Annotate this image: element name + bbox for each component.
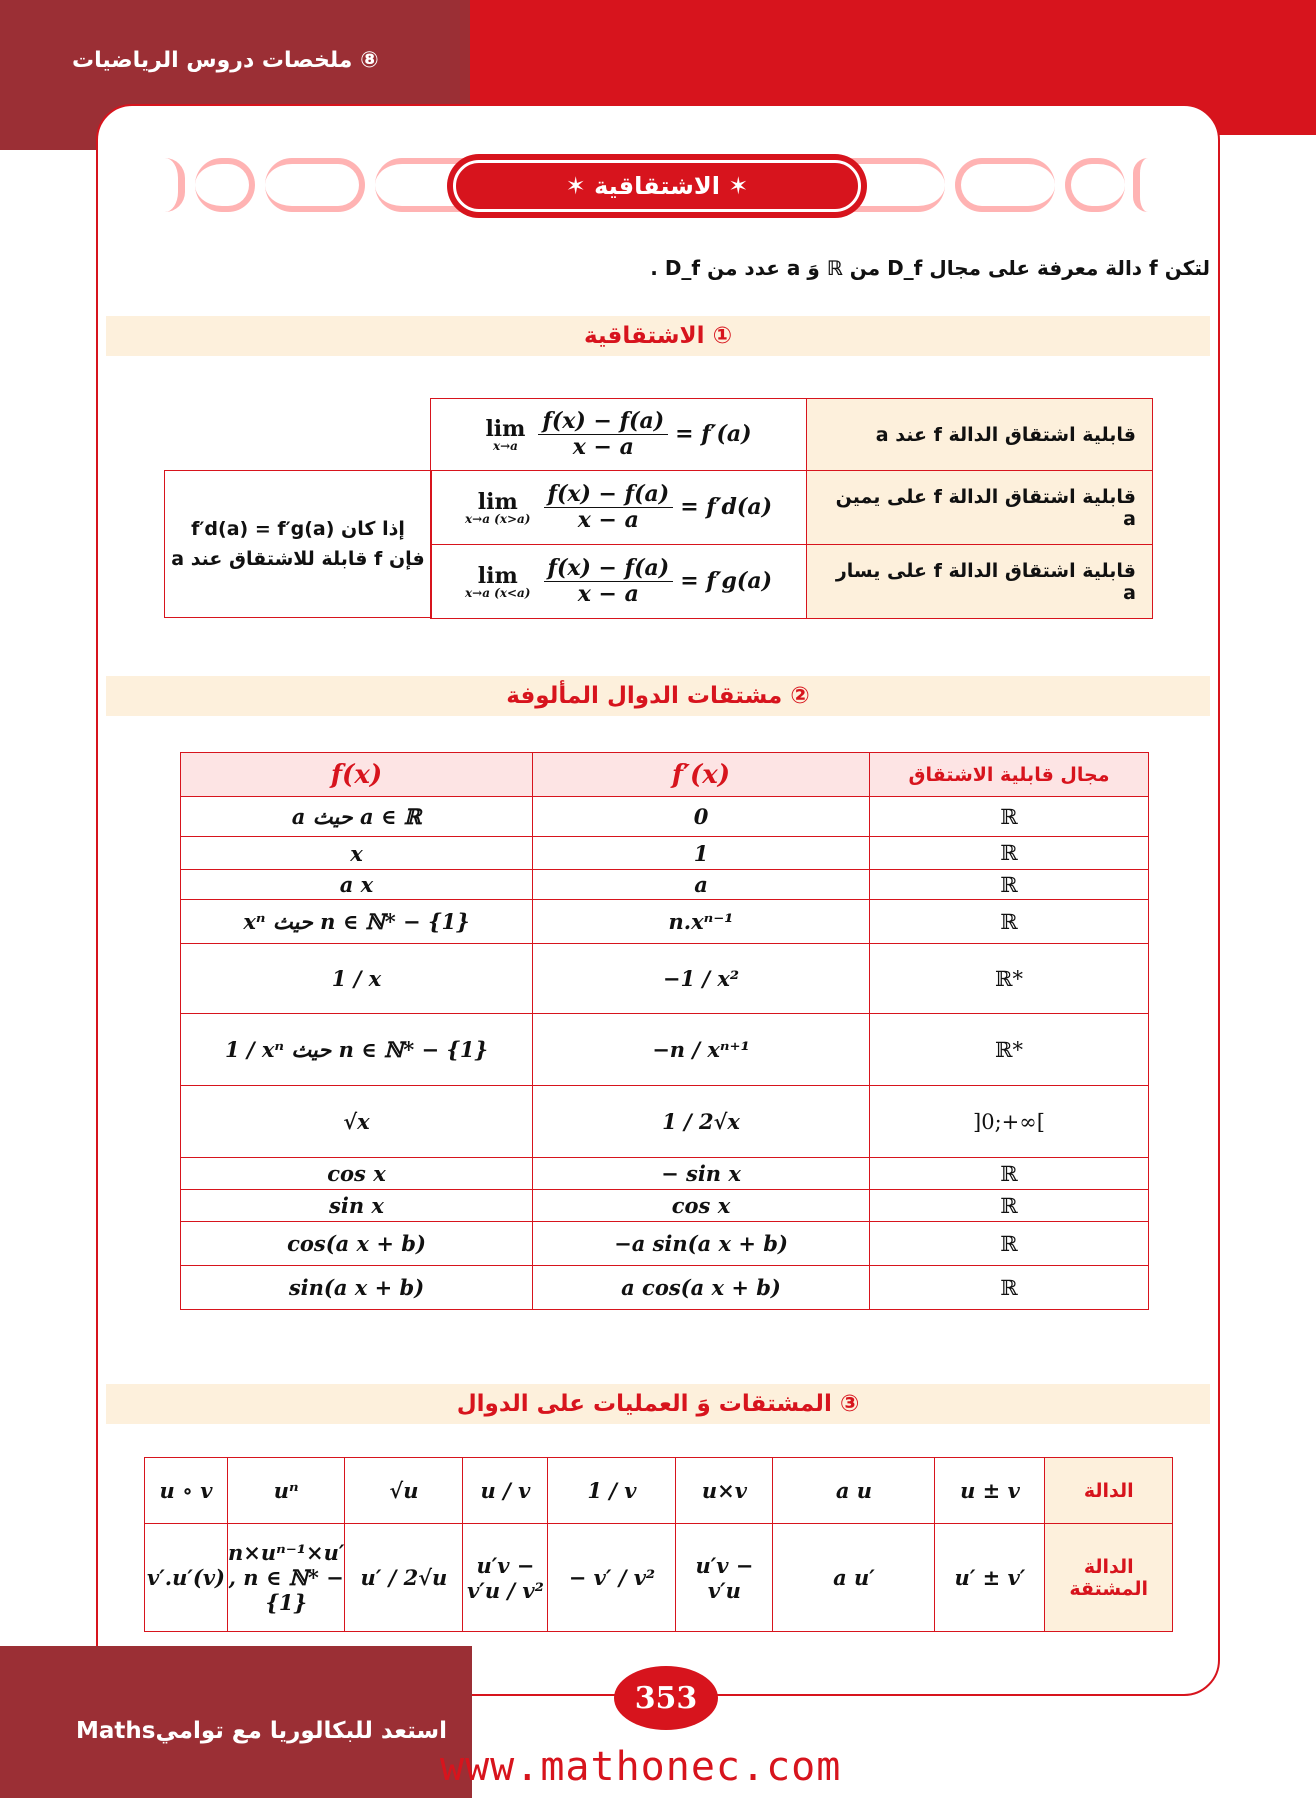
t2-cell-d: ℝ (870, 1158, 1149, 1190)
t3-func-cell: 1 / v (548, 1458, 676, 1524)
t3-function-row (145, 1458, 1173, 1524)
t1-label-at: قابلية اشتقاق الدالة f عند a (807, 399, 1153, 471)
t1-row-right (431, 471, 1153, 545)
t2-cell-fp: −a sin(a x + b) (533, 1222, 870, 1266)
t3-label-derivative: الدالة المشتقة (1045, 1524, 1173, 1632)
t2-header-fp: f′(x) (533, 753, 870, 797)
t2-cell-fp: 0 (533, 797, 870, 837)
table-row (181, 1190, 1149, 1222)
t2-cell-d: ℝ (870, 900, 1149, 944)
table-row (181, 1266, 1149, 1310)
section3-bar (106, 1384, 1210, 1424)
t2-cell-f: √x (181, 1086, 533, 1158)
t1-row-at (431, 399, 1153, 471)
t1-limit-at: lim x→a $\frac{f(x) - f(a)}{x - a}$ = f′(a) (431, 399, 807, 471)
t2-cell-fp: a cos(a x + b) (533, 1266, 870, 1310)
section2-title: ② مشتقات الدوال المألوفة (506, 683, 810, 709)
t2-cell-f: x (181, 837, 533, 870)
t3-deriv-cell: u′v − v′u (676, 1524, 773, 1632)
t2-cell-f: a حيث a ∈ ℝ (181, 797, 533, 837)
website-link[interactable]: www.mathonec.com (440, 1744, 842, 1790)
t2-cell-f: cos x (181, 1158, 533, 1190)
t3-deriv-cell: v′.u′(v) (145, 1524, 228, 1632)
t2-cell-d: ℝ (870, 1190, 1149, 1222)
condition-box (164, 470, 432, 618)
t1-row-left (431, 545, 1153, 619)
t3-deriv-cell: u′ / 2√u (345, 1524, 463, 1632)
t2-cell-d: ℝ (870, 1222, 1149, 1266)
footer-text: استعد للبكالوريا مع تواميMaths (76, 1718, 448, 1744)
t2-cell-fp: −1 / x² (533, 944, 870, 1014)
t2-cell-fp: 1 (533, 837, 870, 870)
t2-cell-d: ℝ* (870, 944, 1149, 1014)
table-row (181, 1158, 1149, 1190)
condition-line1: إذا كان f′d(a) = f′g(a) (191, 518, 405, 540)
t2-header-domain: مجال قابلية الاشتقاق (870, 753, 1149, 797)
section1-title: ① الاشتقاقية (583, 323, 733, 349)
t2-cell-f: sin x (181, 1190, 533, 1222)
t3-deriv-cell: u′ ± v′ (935, 1524, 1045, 1632)
t3-func-cell: uⁿ (228, 1458, 345, 1524)
t1-limit-right: lim x→a (x>a) $\frac{f(x) - f(a)}{x - a}$ = f′d(a) (431, 471, 807, 545)
section1-bar (106, 316, 1210, 356)
t3-func-cell: √u (345, 1458, 463, 1524)
t1-label-left: قابلية اشتقاق الدالة f على يسار a (807, 545, 1153, 619)
page-number: 353 (614, 1666, 718, 1730)
table-row (181, 837, 1149, 870)
table-row (181, 797, 1149, 837)
lim-sub: x→a (492, 438, 518, 453)
t2-cell-d: ℝ (870, 1266, 1149, 1310)
t2-cell-fp: n.xⁿ⁻¹ (533, 900, 870, 944)
table-row (181, 870, 1149, 900)
t2-cell-d: ℝ (870, 870, 1149, 900)
title-ribbon (145, 150, 1165, 220)
t2-cell-f: xⁿ حيث n ∈ ℕ* − {1} (181, 900, 533, 944)
table-row (181, 1222, 1149, 1266)
section2-bar (106, 676, 1210, 716)
t2-cell-fp: − sin x (533, 1158, 870, 1190)
t2-cell-d: ℝ (870, 797, 1149, 837)
t3-deriv-cell: a u′ (773, 1524, 935, 1632)
t2-cell-fp: cos x (533, 1190, 870, 1222)
t2-cell-fp: 1 / 2√x (533, 1086, 870, 1158)
t3-deriv-cell: − v′ / v² (548, 1524, 676, 1632)
t1-label-right: قابلية اشتقاق الدالة f على يمين a (807, 471, 1153, 545)
t3-func-cell: u ± v (935, 1458, 1045, 1524)
table-row (181, 1014, 1149, 1086)
table-row (181, 944, 1149, 1014)
t2-cell-fp: a (533, 870, 870, 900)
t2-header-f: f(x) (181, 753, 533, 797)
t3-func-cell: a u (773, 1458, 935, 1524)
section3-title: ③ المشتقات وَ العمليات على الدوال (456, 1391, 860, 1417)
t3-label-function: الدالة (1045, 1458, 1173, 1524)
t2-cell-d: ℝ (870, 837, 1149, 870)
t3-func-cell: u×v (676, 1458, 773, 1524)
t3-deriv-cell: u′v − v′u / v² (463, 1524, 548, 1632)
t1-limit-left: lim x→a (x<a) $\frac{f(x) - f(a)}{x - a}$ = f′g(a) (431, 545, 807, 619)
t2-cell-f: cos(a x + b) (181, 1222, 533, 1266)
t3-func-cell: u ∘ v (145, 1458, 228, 1524)
t2-cell-fp: −n / xⁿ⁺¹ (533, 1014, 870, 1086)
t3-func-cell: u / v (463, 1458, 548, 1524)
t3-deriv-cell: n×uⁿ⁻¹×u′ , n ∈ ℕ* − {1} (228, 1524, 345, 1632)
ribbon-title-box (447, 154, 867, 218)
t2-cell-d: ℝ* (870, 1014, 1149, 1086)
t2-cell-d: ]0;+∞[ (870, 1086, 1149, 1158)
condition-line2: فإن f قابلة للاشتقاق عند a (171, 548, 425, 570)
t2-cell-f: 1 / x (181, 944, 533, 1014)
ribbon-title: ✶ الاشتقاقية ✶ (453, 160, 861, 212)
table-row (181, 1086, 1149, 1158)
t2-cell-f: a x (181, 870, 533, 900)
t2-cell-f: 1 / xⁿ حيث n ∈ ℕ* − {1} (181, 1014, 533, 1086)
header-title: ⑧ ملخصات دروس الرياضيات (72, 48, 379, 73)
differentiability-table (430, 398, 1153, 619)
t2-header-row (181, 753, 1149, 797)
table-row (181, 900, 1149, 944)
operations-table (144, 1457, 1173, 1632)
t3-derivative-row (145, 1524, 1173, 1632)
t2-cell-f: sin(a x + b) (181, 1266, 533, 1310)
intro-text: لتكن f دالة معرفة على مجال D_f من ℝ وَ a عدد من D_f . (650, 256, 1210, 280)
derivatives-table (180, 752, 1149, 1310)
